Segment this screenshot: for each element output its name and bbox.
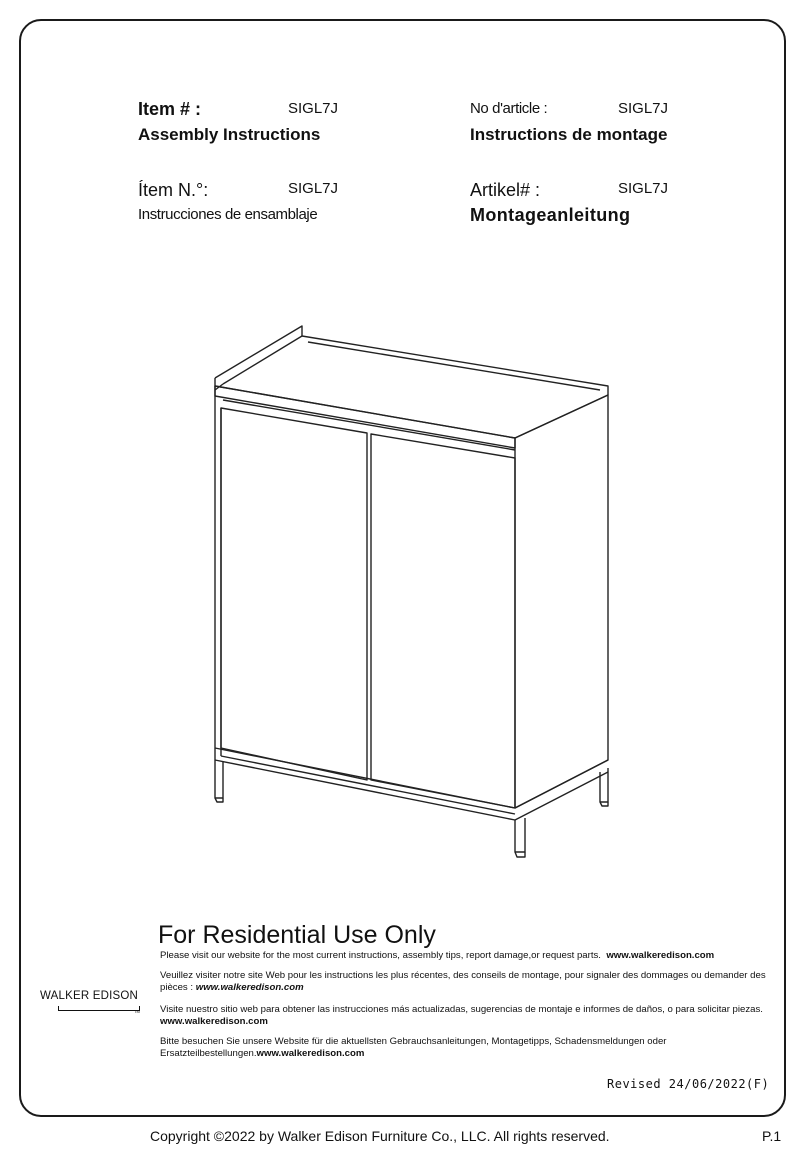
notice-de-text: Bitte besuchen Sie unsere Website für die aktuellsten Gebrauchsanleitungen, Montagetipps, Schadensmeldungen oder Ersatzteilbestellungen. bbox=[160, 1036, 667, 1059]
notice-en-url[interactable]: www.walkeredison.com bbox=[606, 950, 715, 961]
logo-trademark: TM bbox=[134, 1009, 140, 1014]
es-item-number-label: Ítem N.°: bbox=[138, 180, 209, 200]
fr-instructions-title: Instructions de montage bbox=[470, 125, 668, 144]
de-item-number-label: Artikel# : bbox=[470, 180, 541, 200]
notice-en-text: Please visit our website for the most current instructions, assembly tips, report damage,or request parts. bbox=[160, 950, 601, 961]
logo-underline bbox=[58, 1006, 140, 1011]
notice-de-url[interactable]: www.walkeredison.com bbox=[256, 1047, 365, 1059]
page-number: P.1 bbox=[762, 1128, 782, 1144]
es-instructions-title: Instrucciones de ensamblaje bbox=[138, 206, 318, 223]
assembly-instructions-title: Assembly Instructions bbox=[138, 125, 321, 144]
item-number-label: Item # : bbox=[138, 99, 202, 119]
revision-date: Revised 24/06/2022(F) bbox=[607, 1077, 770, 1091]
item-number-code: SIGL7J bbox=[288, 100, 339, 117]
es-item-number-code: SIGL7J bbox=[288, 180, 339, 197]
fr-item-number-code: SIGL7J bbox=[618, 100, 669, 117]
walker-edison-logo bbox=[40, 990, 144, 1020]
de-item-number-code: SIGL7J bbox=[618, 180, 669, 197]
notice-es bbox=[160, 1004, 768, 1027]
notice-fr-text: Veuillez visiter notre site Web pour les instructions les plus récentes, des conseils de montage, pour signaler des dommages ou demander des pièces : bbox=[160, 970, 766, 993]
notice-de bbox=[160, 1036, 768, 1059]
notice-es-text: Visite nuestro sitio web para obtener las instrucciones más actualizadas, sugerencias de montaje e informes de daños, o para solicitar piezas. bbox=[160, 1004, 763, 1015]
fr-item-number-label: No d'article : bbox=[470, 100, 548, 117]
residential-use-heading: For Residential Use Only bbox=[158, 921, 436, 949]
notice-fr-url[interactable]: www.walkeredison.com bbox=[195, 981, 304, 993]
logo-wordmark: WALKER EDISON bbox=[40, 990, 139, 1002]
notice-es-url[interactable]: www.walkeredison.com bbox=[160, 1015, 268, 1027]
notice-en bbox=[160, 950, 768, 962]
de-instructions-title: Montageanleitung bbox=[470, 205, 631, 225]
cabinet-illustration bbox=[205, 320, 625, 865]
notice-fr bbox=[160, 970, 768, 993]
copyright-footer: Copyright ©2022 by Walker Edison Furniture Co., LLC. All rights reserved. bbox=[150, 1128, 610, 1144]
